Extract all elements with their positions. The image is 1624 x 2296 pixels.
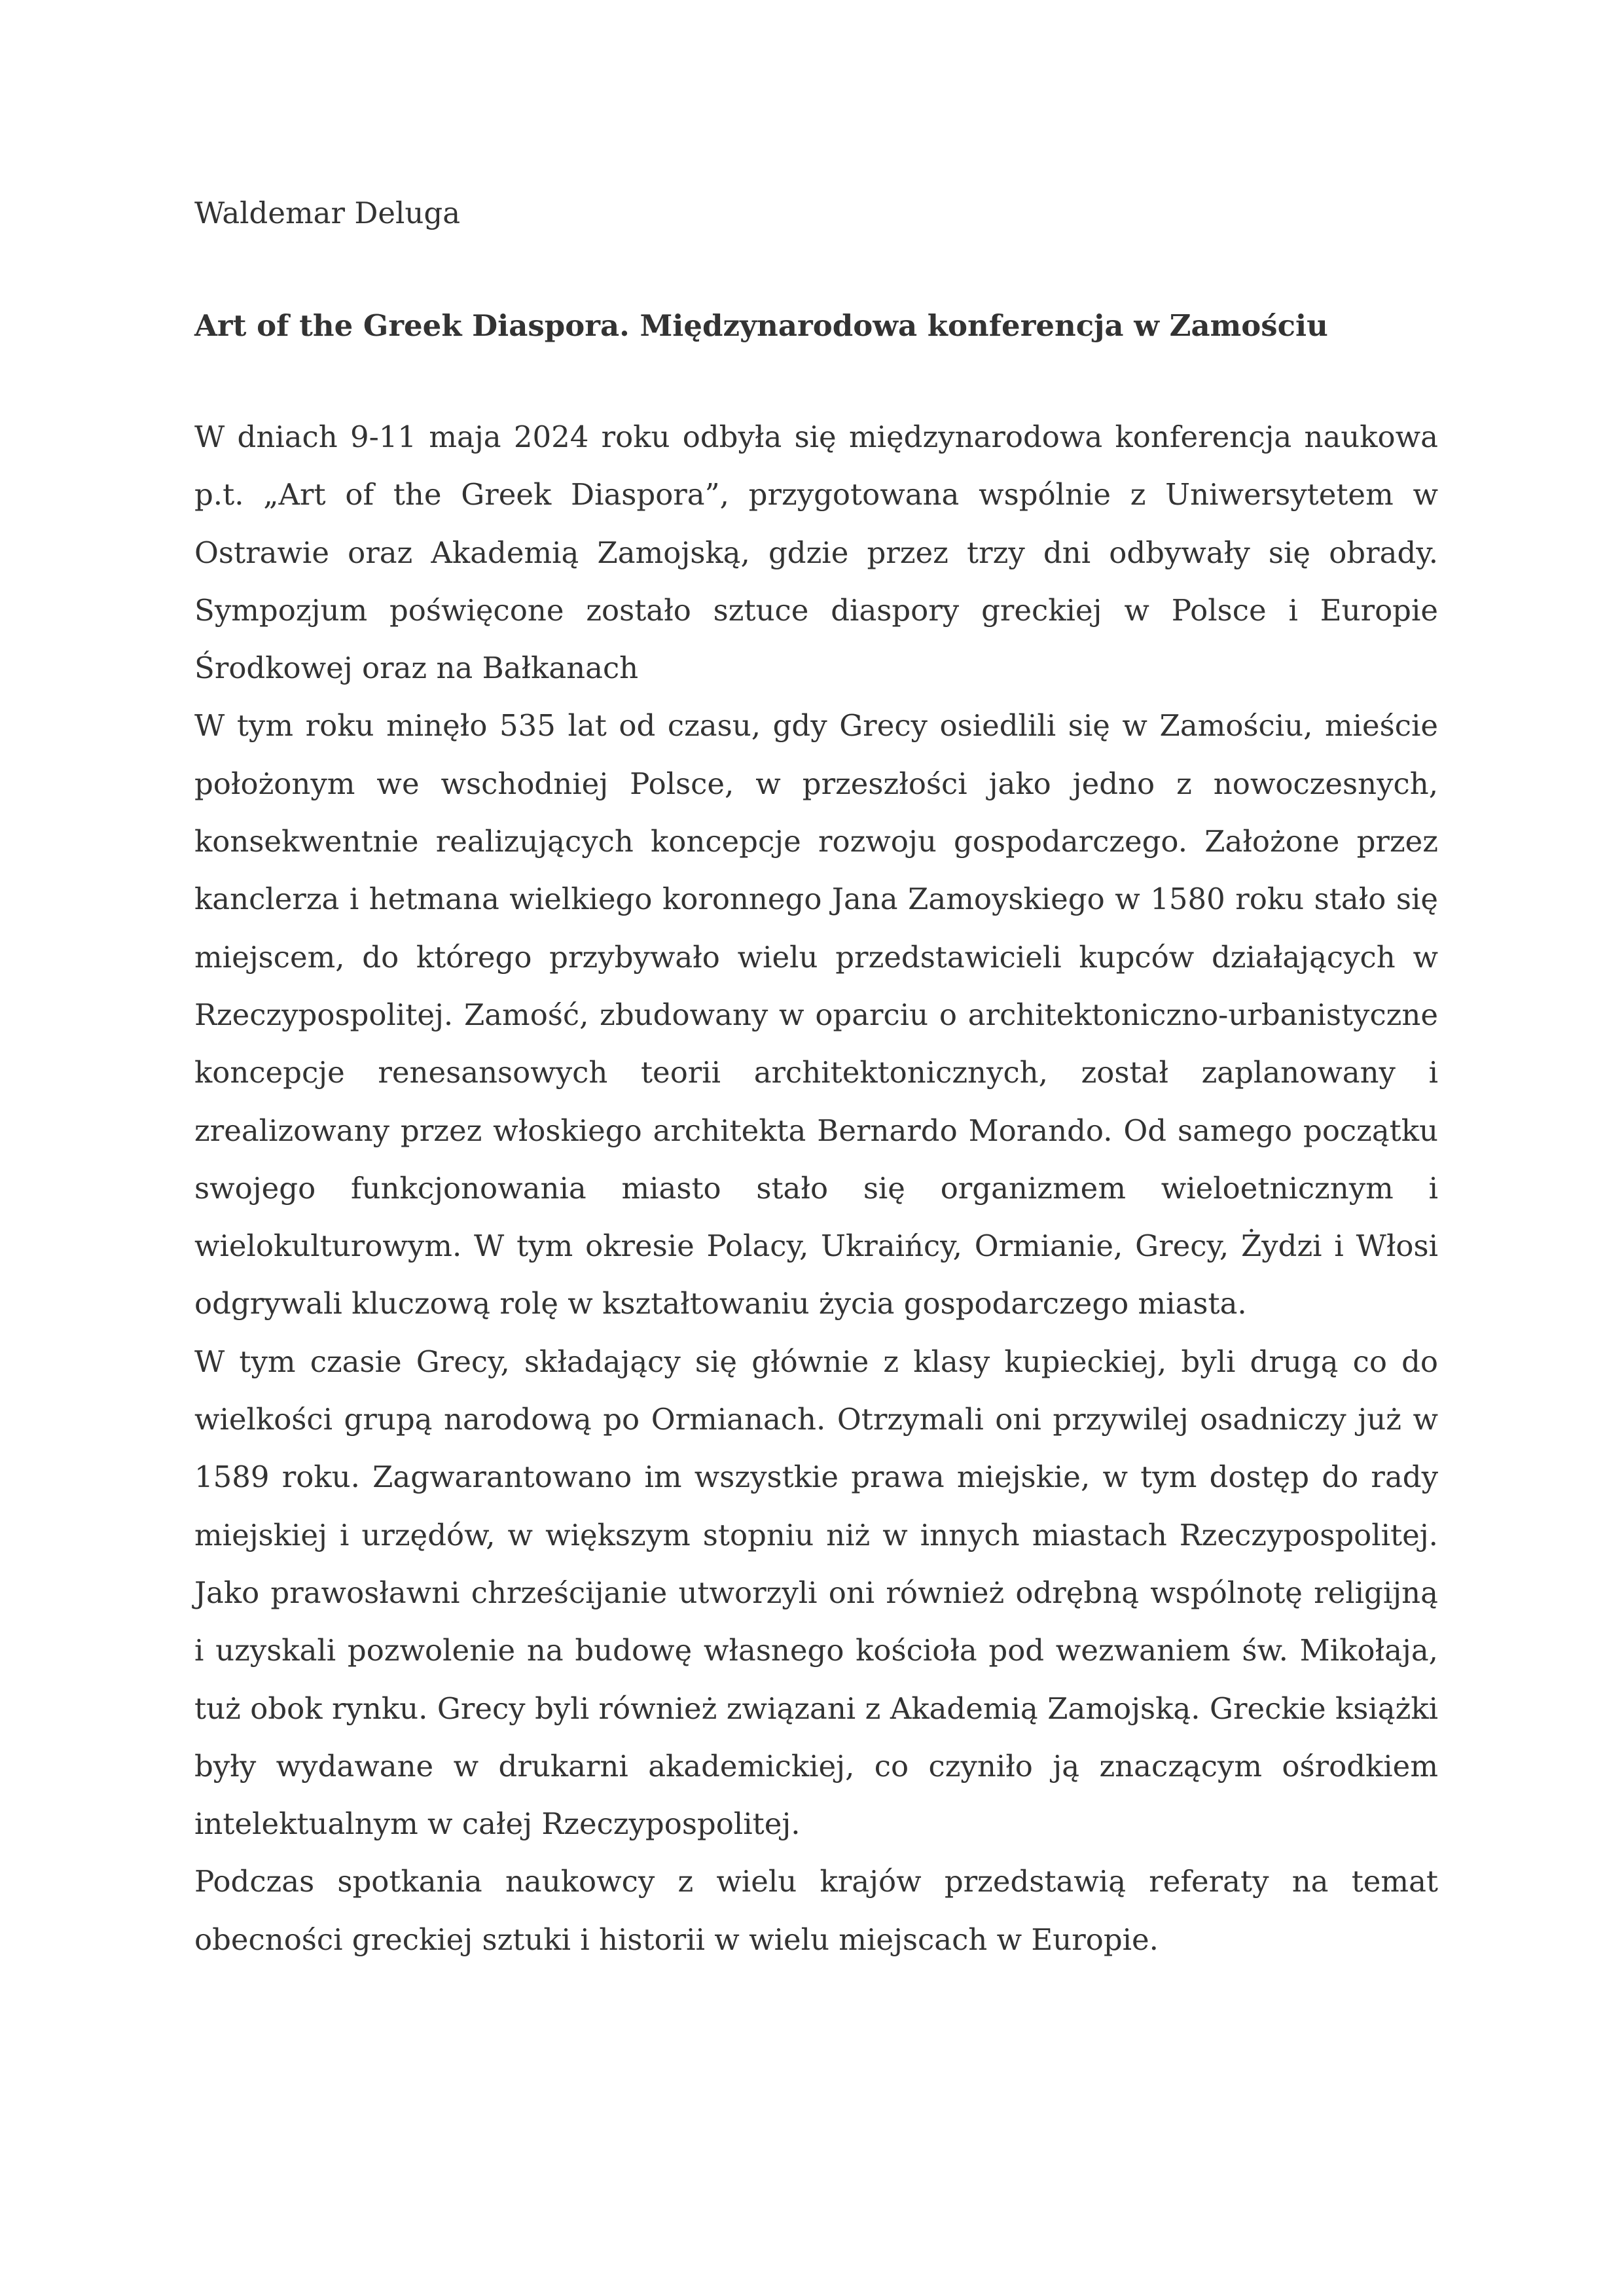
author-name: Waldemar Deluga [194, 196, 461, 230]
article-body [194, 408, 1438, 1969]
paragraph-history: W tym roku minęło 535 lat od czasu, gdy Grecy osiedlili się w Zamościu, mieście położonym we wschodniej Polsce, w przeszłości jako jedno z nowoczesnych, konsekwentnie realizujących koncepcje rozwoju gospodarczego. Założone przez kanclerza i hetmana wielkiego koronnego Jana Zamoyskiego w 1580 roku stało się miejscem, do którego przybywało wielu przedstawicieli kupców działających w Rzeczypospolitej. Zamość, zbudowany w oparciu o architektoniczno-urbanistyczne koncepcje renesansowych teorii architektonicznych, został zaplanowany i zrealizowany przez włoskiego architekta Bernardo Morando. Od samego początku swojego funkcjonowania miasto stało się organizmem wieloetnicznym i wielokulturowym. W tym okresie Polacy, Ukraińcy, Ormianie, Grecy, Żydzi i Włosi odgrywali kluczową rolę w kształtowaniu życia gospodarczego miasta. [194, 708, 1438, 1321]
paragraph-conference: Podczas spotkania naukowcy z wielu krajów przedstawią referaty na temat obecności greckiej sztuki i historii w wielu miejscach w Europie. [194, 1864, 1438, 1957]
paragraph-greeks: W tym czasie Grecy, składający się głównie z klasy kupieckiej, byli drugą co do wielkości grupą narodową po Ormianach. Otrzymali oni przywilej osadniczy już w 1589 roku. Zagwarantowano im wszystkie prawa miejskie, w tym dostęp do rady miejskiej i urzędów, w większym stopniu niż w innych miastach Rzeczypospolitej. Jako prawosławni chrześcijanie utworzyli oni również odrębną wspólnotę religijną i uzyskali pozwolenie na budowę własnego kościoła pod wezwaniem św. Mikołaja, tuż obok rynku. Grecy byli również związani z Akademią Zamojską. Greckie książki były wydawane w drukarni akademickiej, co czyniło ją znaczącym ośrodkiem intelektualnym w całej Rzeczypospolitej. [194, 1344, 1438, 1842]
article-title: Art of the Greek Diaspora. Międzynarodowa konferencja w Zamościu [194, 308, 1328, 343]
paragraph-intro: W dniach 9-11 maja 2024 roku odbyła się międzynarodowa konferencja naukowa p.t. „Art of the Greek Diaspora”, przygotowana wspólnie z Uniwersytetem w Ostrawie oraz Akademią Zamojską, gdzie przez trzy dni odbywały się obrady. Sympozjum poświęcone zostało sztuce diaspory greckiej w Polsce i Europie Środkowej oraz na Bałkanach [194, 420, 1438, 686]
document-content [194, 183, 1438, 1969]
